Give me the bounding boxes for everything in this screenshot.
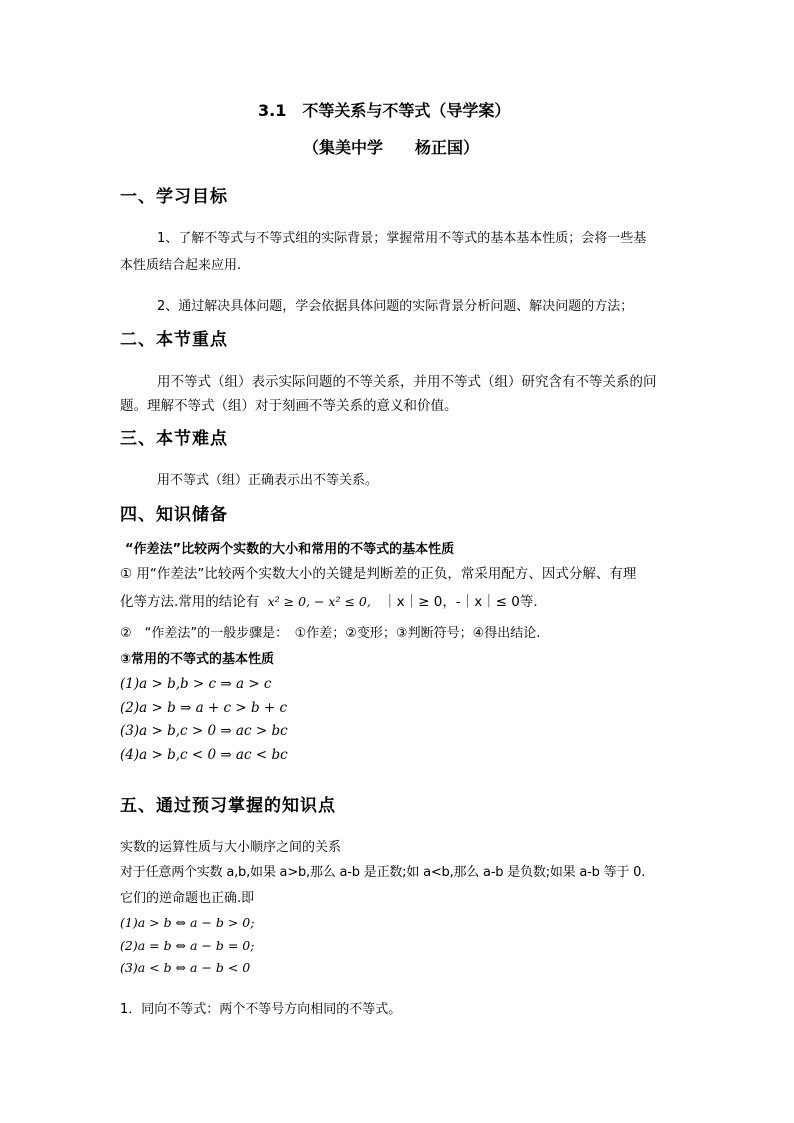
objective-1-line2: 本性质结合起来应用. (120, 258, 242, 273)
preview-line2: 对于任意两个实数 a,b,如果 a>b,那么 a-b 是正数;如 a<b,那么 a-b 是负数;如果 a-b 等于 0. (120, 865, 646, 880)
section-heading-objectives: 一、学习目标 (120, 187, 228, 207)
section-heading-preview-points: 五、通过预习掌握的知识点 (120, 796, 336, 816)
section-heading-knowledge-reserve: 四、知识储备 (120, 505, 228, 525)
knowledge-subheading: “作差法”比较两个实数的大小和常用的不等式的基本性质 (125, 542, 455, 557)
knowledge-item-1-line2 (120, 590, 538, 610)
item-1-suffix: ｜x｜≥ 0，-｜x｜≤ 0等. (383, 594, 538, 610)
knowledge-item-2: ② “作差法”的一般步骤是： ①作差；②变形；③判断符号；④得出结论. (120, 626, 541, 641)
knowledge-item-3: ③常用的不等式的基本性质 (120, 652, 275, 667)
section-heading-difficulties: 三、本节难点 (120, 429, 228, 449)
objective-2: 2、通过解决具体问题，学会依据具体问题的实际背景分析问题、解决问题的方法； (157, 299, 634, 314)
key-points-line2: 题。理解不等式（组）对于刻画不等关系的意义和价值。 (120, 398, 458, 414)
knowledge-item-1-line1: ① 用“作差法”比较两个实数大小的关键是判断差的正负，常采用配方、因式分解、有理 (120, 566, 637, 582)
preview-line3: 它们的逆命题也正确.即 (120, 891, 255, 906)
item-1-prefix: 化等方法.常用的结论有 (120, 594, 260, 610)
property-3: (3)a > b,c > 0 ⇒ ac > bc (120, 723, 288, 739)
difficulties-line1: 用不等式（组）正确表示出不等关系。 (157, 473, 379, 488)
relation-1: (1)a > b ⇔ a − b > 0; (120, 915, 255, 930)
page-title: 3.1 不等关系与不等式（导学案） (258, 101, 511, 120)
page-subtitle: （集美中学 杨正国） (303, 138, 480, 157)
section-heading-key-points: 二、本节重点 (120, 330, 228, 350)
relation-2: (2)a = b ⇔ a − b = 0; (120, 938, 255, 953)
key-points-line1: 用不等式（组）表示实际问题的不等关系，并用不等式（组）研究含有不等关系的问 (157, 374, 657, 390)
relation-3: (3)a < b ⇔ a − b < 0 (120, 960, 251, 975)
item-1-math: x² ≥ 0, − x² ≤ 0, (267, 594, 371, 609)
preview-line1: 实数的运算性质与大小顺序之间的关系 (120, 840, 342, 855)
property-2: (2)a > b ⇒ a + c > b + c (120, 700, 288, 716)
objective-1-line1: 1、了解不等式与不等式组的实际背景；掌握常用不等式的基本基本性质；会将一些基 (157, 231, 647, 246)
property-1: (1)a > b,b > c ⇒ a > c (120, 676, 272, 692)
definition-1: 1．同向不等式：两个不等号方向相同的不等式。 (120, 1002, 402, 1017)
property-4: (4)a > b,c < 0 ⇒ ac < bc (120, 747, 288, 763)
